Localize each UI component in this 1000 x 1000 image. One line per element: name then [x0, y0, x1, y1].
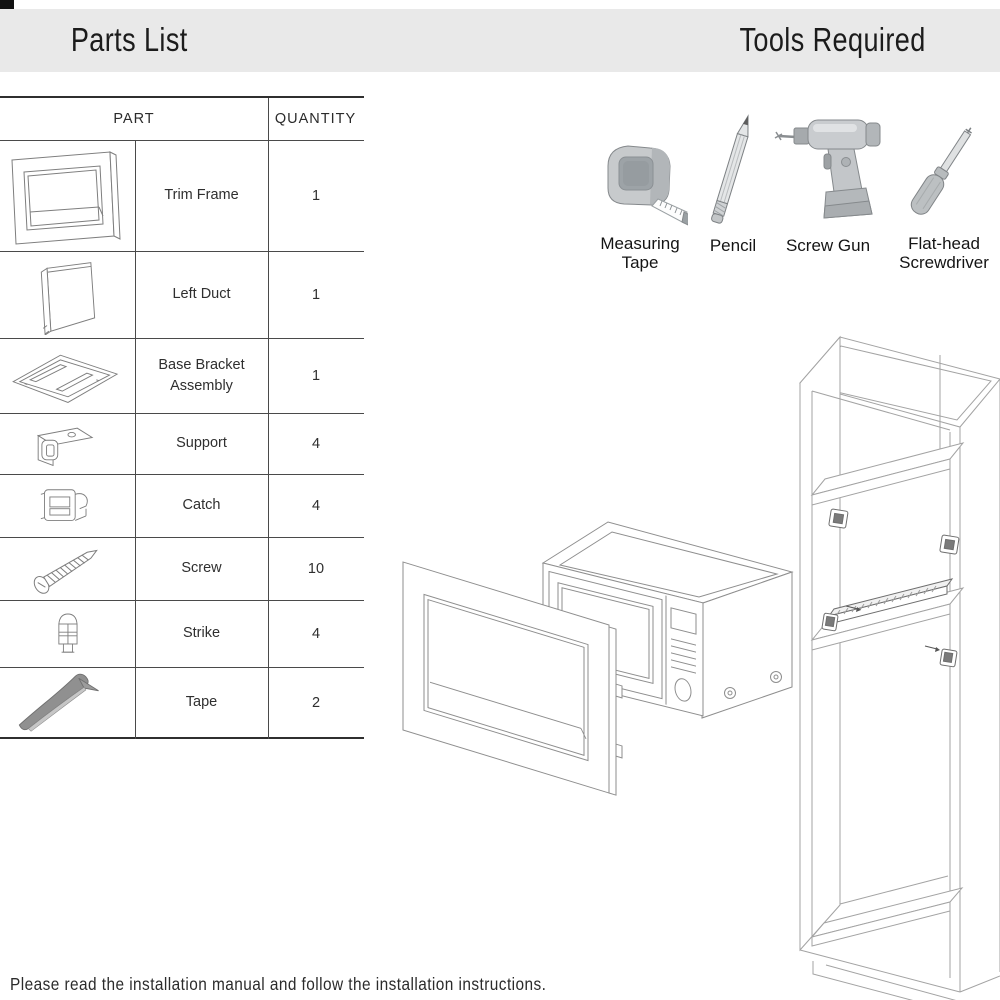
- part-quantity: 4: [311, 626, 321, 642]
- tool-pencil: [697, 102, 769, 272]
- flat-head-screwdriver-icon: [899, 102, 989, 228]
- table-row: [0, 339, 364, 414]
- table-row: [0, 668, 364, 739]
- parts-table-body: [0, 141, 364, 739]
- parts-table: [0, 96, 364, 739]
- table-row: [0, 252, 364, 339]
- part-quantity: 1: [311, 287, 321, 303]
- cabinet-outline: [800, 337, 1000, 1000]
- table-row: [0, 141, 364, 252]
- pencil-icon: [701, 102, 765, 230]
- part-quantity: 4: [311, 436, 321, 452]
- part-quantity: 10: [307, 561, 325, 577]
- tool-screw-gun: [766, 102, 890, 272]
- measuring-tape-icon: [592, 102, 688, 228]
- part-quantity: 1: [311, 368, 321, 384]
- footer-note: Please read the installation manual and follow the installation instructions.: [10, 974, 547, 994]
- tool-label: Screw Gun: [785, 236, 871, 255]
- part-quantity: 2: [311, 694, 321, 711]
- part-quantity: 1: [311, 188, 321, 204]
- part-column-header: PART: [113, 111, 155, 127]
- tape-icon: [0, 671, 135, 734]
- table-row: [0, 475, 364, 538]
- tool-label: Measuring Tape: [600, 234, 680, 272]
- part-name: Strike: [182, 625, 221, 642]
- part-name: Trim Frame: [164, 187, 239, 204]
- part-name: Left Duct: [172, 286, 231, 303]
- table-row: [0, 414, 364, 475]
- screw-gun-icon: [768, 102, 888, 230]
- corner-mark: [0, 0, 14, 9]
- strike-icon: [0, 604, 135, 664]
- tools-required-title: Tools Required: [739, 21, 926, 58]
- table-row: [0, 601, 364, 668]
- page-header-band: [0, 9, 1000, 72]
- tool-label: Flat-head Screwdriver: [899, 234, 989, 272]
- part-name: Catch: [182, 497, 221, 514]
- catch-icon: [0, 478, 135, 534]
- table-column-divider: [135, 140, 136, 739]
- part-name: Base Bracket Assembly: [158, 356, 245, 394]
- parts-list-title: Parts List: [70, 21, 188, 58]
- parts-table-header-row: [0, 98, 364, 141]
- tool-flat-head-screwdriver: [891, 102, 997, 272]
- part-quantity: 4: [311, 498, 321, 514]
- trim-frame-icon: [0, 144, 135, 248]
- tool-measuring-tape: [592, 102, 688, 272]
- cabinet-hardware: [822, 509, 959, 667]
- part-name: Tape: [185, 693, 218, 710]
- quantity-column-header: QUANTITY: [274, 111, 357, 127]
- part-name: Screw: [181, 560, 222, 577]
- table-row: [0, 538, 364, 601]
- screw-icon: [0, 541, 135, 597]
- base-bracket-assembly-icon: [0, 342, 135, 410]
- support-icon: [0, 417, 135, 471]
- table-column-divider: [268, 98, 269, 739]
- part-name: Support: [176, 435, 227, 452]
- tool-label: Pencil: [709, 236, 757, 255]
- installation-diagram: [380, 320, 1000, 1000]
- left-duct-icon: [0, 255, 135, 335]
